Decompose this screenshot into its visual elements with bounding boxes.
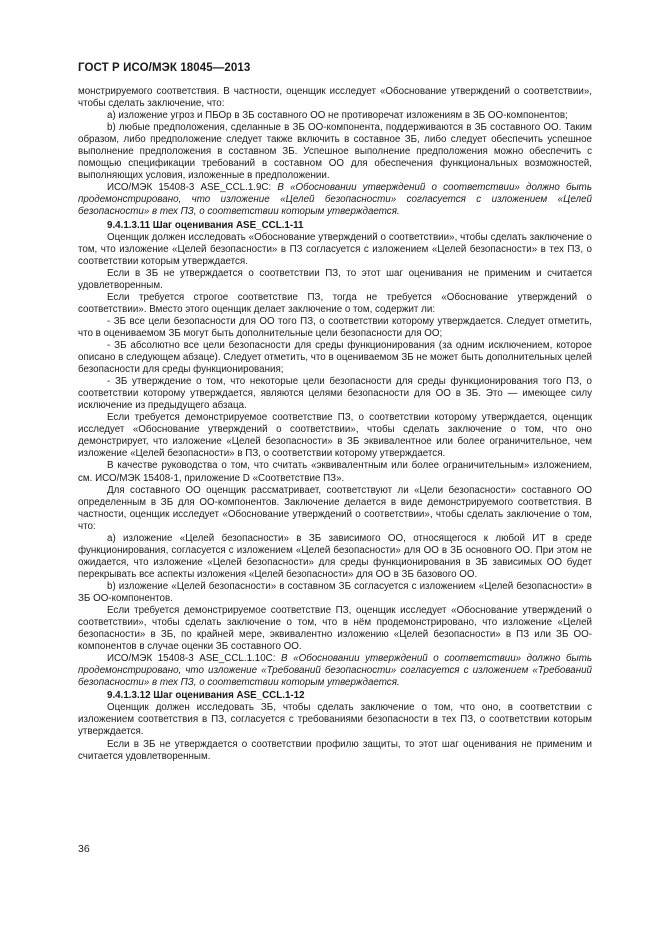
note-text: В «Обосновании утверждений о соответствии» должно быть продемонстрировано, что изложение «Целей безопасности» согласуется с изложением «Целей безопасности» в тех ПЗ, о соответствии которым утверждается. [78, 182, 592, 218]
list-item: - ЗБ все цели безопасности для ОО того ПЗ, о соответствии которому утверждается. Следует отметить, что в оцениваемом ЗБ могут быть дополнительные цели безопасности для ОО; [78, 315, 592, 339]
paragraph: Оценщик должен исследовать ЗБ, чтобы сделать заключение о том, что оно, в соответствии с изложением соответствия в ПЗ, согласуется с требованиями безопасности в тех ПЗ, о соответствии которым утверждается. [78, 702, 592, 738]
paragraph: Если требуется строгое соответствие ПЗ, тогда не требуется «Обоснование утверждений о соответствии». Вместо этого оценщик делает заключение о том, содержит ли: [78, 291, 592, 315]
standard-note [78, 182, 592, 218]
paragraph: Если требуется демонстрируемое соответствие ПЗ, о соответствии которому утверждается, оценщик исследует «Обоснование утверждений о соответствии», чтобы сделать заключение о том, что оно демонстрирует, что изложение «Целей безопасности» в ЗБ эквивалентное или более ограничительное, чем изложение «Целей безопасности» в ПЗ, о соответствии которому утверждается. [78, 412, 592, 460]
document-header: ГОСТ Р ИСО/МЭК 18045—2013 [78, 62, 251, 74]
page-number: 36 [78, 843, 90, 855]
note-text: В «Обосновании утверждений о соответствии» должно быть продемонстрировано, что изложение «Требований безопасности» согласуется с изложением «Требований безопасности» в тех ПЗ, о соответствии которым утверждается. [78, 653, 593, 689]
paragraph: В качестве руководства о том, что считать «эквивалентным или более ограничительным» изложением, см. ИСО/МЭК 15408-1, приложение D «Соответствие ПЗ». [78, 460, 592, 484]
list-item: b) любые предположения, сделанные в ЗБ ОО-компонента, поддерживаются в ЗБ составного ОО. Таким образом, либо предположение следует также включить в составное ЗБ, либо следует обеспечить успешное выполнение предположения в составном ЗБ. Успешное выполнение предположения можно обеспечить с помощью спецификации требований в составном ОО для обеспечения функциональных возможностей, выполняющих условия, изложенные в предположении. [78, 122, 592, 182]
list-item: а) изложение угроз и ПБОр в ЗБ составного ОО не противоречат изложениям в ЗБ ОО-компонентов; [107, 110, 568, 122]
paragraph: Если в ЗБ не утверждается о соответствии ПЗ, то этот шаг оценивания не применим и считается удовлетворенным. [78, 267, 592, 291]
document-body [78, 86, 592, 763]
list-item: а) изложение «Целей безопасности» в ЗБ зависимого ОО, относящегося к любой ИТ в среде функционирования, согласуется с изложением «Целей безопасности» для ОО в ЗБ основного ОО. При этом не ожидается, что изложение «Целей безопасности» для среды функционирования в ЗБ зависимых ОО будет перекрывать все аспекты изложения «Целей безопасности» для ОО в ЗБ базового ОО. [78, 532, 592, 580]
list-item: - ЗБ абсолютно все цели безопасности для среды функционирования (за одним исключением, которое описано в следующем абзаце). Следует отметить, что в оцениваемом ЗБ не может быть дополнительных целей безопасности для среды функционирования; [78, 339, 592, 376]
paragraph: монстрируемого соответствия. В частности, оценщик исследует «Обоснование утверждений о соответствии», чтобы сделать заключение, что: [78, 86, 592, 110]
note-reference: ИСО/МЭК 15408-3 ASE_CCL.1.10C: [107, 653, 282, 665]
note-reference: ИСО/МЭК 15408-3 ASE_CCL.1.9C: [107, 182, 278, 194]
step-heading: 9.4.1.3.12 Шаг оценивания ASE_CCL.1-12 [107, 690, 305, 702]
step-heading: 9.4.1.3.11 Шаг оценивания ASE_CCL.1-11 [107, 219, 304, 231]
list-item: b) изложение «Целей безопасности» в составном ЗБ согласуется с изложением «Целей безопасности» в ЗБ ОО-компонентов. [78, 580, 592, 604]
paragraph: Если требуется демонстрируемое соответствие ПЗ, оценщик исследует «Обоснование утверждений о соответствии», чтобы сделать заключение о том, что в нём продемонстрировано, что изложение «Целей безопасности» в ЗБ, по крайней мере, эквивалентно изложению «Целей безопасности» в ПЗ или ЗБ ОО-компонентов в случае оценки ЗБ составного ОО. [78, 605, 592, 653]
paragraph: Оценщик должен исследовать «Обоснование утверждений о соответствии», чтобы сделать заключение о том, что изложение «Целей безопасности» в ПЗ согласуется с изложением «Целей безопасности» в тех ПЗ, о соответствии которым утверждается. [78, 231, 592, 267]
list-item: - ЗБ утверждение о том, что некоторые цели безопасности для среды функционирования того ПЗ, о соответствии которому утверждается, являются целями безопасности для ОО в ЗБ. Это — имеющее силу исключение из предыдущего абзаца. [78, 376, 592, 412]
paragraph: Для составного ОО оценщик рассматривает, соответствуют ли «Цели безопасности» составного ОО определенным в ЗБ для ОО-компонентов. Заключение делается в виде демонстрируемого соответствия. В частности, оценщик исследует «Обоснование утверждений о соответствии», чтобы сделать заключение о том, что: [78, 484, 592, 532]
paragraph: Если в ЗБ не утверждается о соответствии профилю защиты, то этот шаг оценивания не применим и считается удовлетворенным. [78, 738, 592, 762]
standard-note [78, 653, 592, 689]
